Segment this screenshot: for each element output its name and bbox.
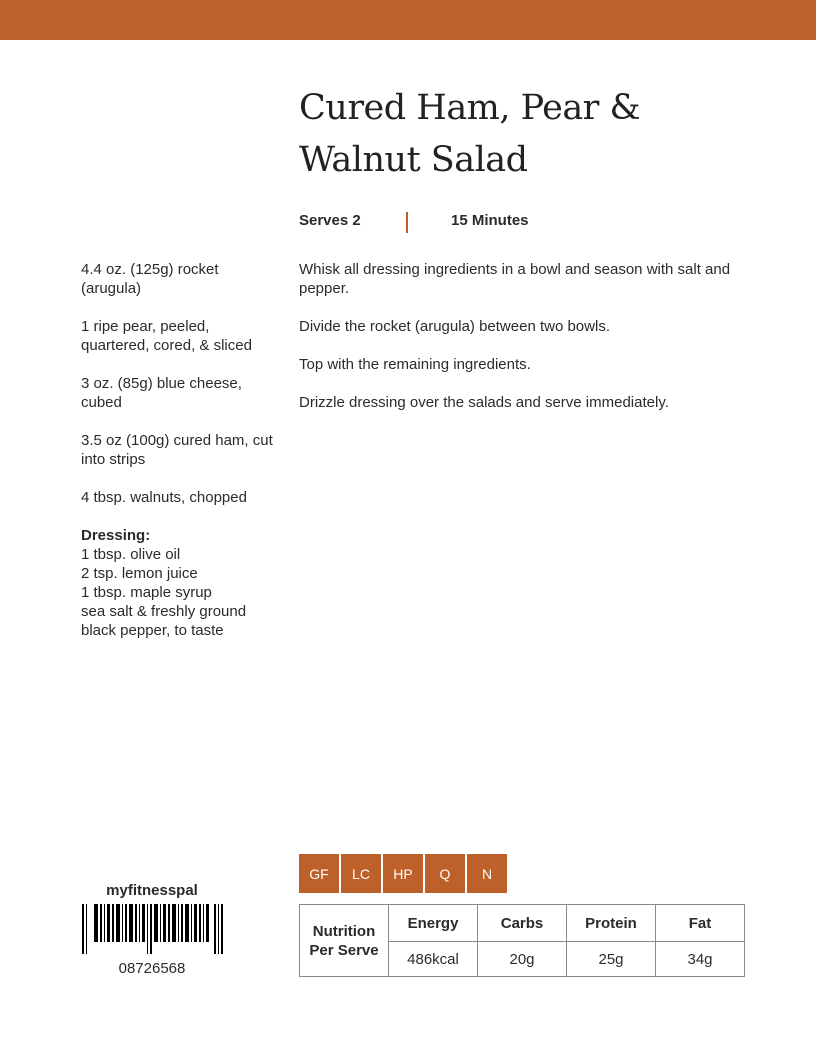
ingredient-item: 1 ripe pear, peeled, quartered, cored, & sliced	[81, 318, 252, 354]
diet-tags	[299, 854, 507, 893]
nutrition-header: Fat	[656, 905, 745, 942]
nutrition-header-row	[300, 905, 745, 942]
diet-tag: Q	[425, 854, 465, 893]
nutrition-header: Carbs	[478, 905, 567, 942]
nutrition-value: 25g	[567, 942, 656, 977]
nutrition-value: 34g	[656, 942, 745, 977]
ingredient-item: 4 tbsp. walnuts, chopped	[81, 489, 247, 506]
ingredient-item: 3 oz. (85g) blue cheese, cubed	[81, 375, 242, 411]
method-step: Whisk all dressing ingredients in a bowl and season with salt and pepper.	[299, 261, 731, 297]
method-step: Top with the remaining ingredients.	[299, 356, 531, 373]
method-steps	[299, 260, 739, 431]
ingredients-list	[81, 260, 281, 640]
ingredient-item: 3.5 oz (100g) cured ham, cut into strips	[81, 432, 273, 468]
barcode-number: 08726568	[118, 960, 186, 977]
barcode-image	[82, 904, 223, 954]
dressing-item: sea salt & freshly ground black pepper, to taste	[81, 603, 247, 639]
diet-tag: GF	[299, 854, 339, 893]
dressing-heading: Dressing:	[81, 527, 151, 544]
meta-divider	[406, 212, 408, 233]
nutrition-table	[299, 904, 745, 977]
nutrition-header: Energy	[389, 905, 478, 942]
nutrition-label: Nutrition Per Serve	[300, 905, 389, 977]
ingredient-item: 4.4 oz. (125g) rocket (arugula)	[81, 261, 219, 297]
method-step: Divide the rocket (arugula) between two bowls.	[299, 318, 610, 335]
serves-label: Serves 2	[299, 212, 361, 229]
dressing-item: 2 tsp. lemon juice	[81, 565, 198, 582]
barcode-bars	[82, 904, 223, 954]
nutrition-value: 486kcal	[389, 942, 478, 977]
diet-tag: N	[467, 854, 507, 893]
diet-tag: LC	[341, 854, 381, 893]
nutrition-header: Protein	[567, 905, 656, 942]
time-label: 15 Minutes	[451, 212, 529, 229]
header-accent-bar	[0, 0, 816, 40]
dressing-item: 1 tbsp. maple syrup	[81, 584, 212, 601]
recipe-title: Cured Ham, Pear & Walnut Salad	[299, 88, 641, 180]
nutrition-value: 20g	[478, 942, 567, 977]
diet-tag: HP	[383, 854, 423, 893]
method-step: Drizzle dressing over the salads and serve immediately.	[299, 394, 669, 411]
dressing-item: 1 tbsp. olive oil	[81, 546, 181, 563]
brand-name: myfitnesspal	[106, 882, 198, 899]
